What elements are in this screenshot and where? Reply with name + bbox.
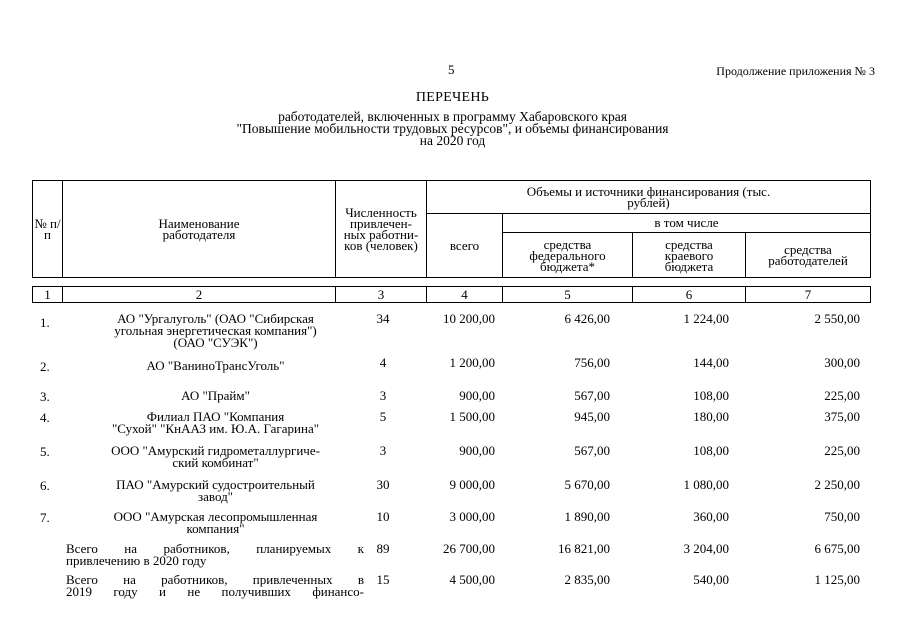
totals-row [32,574,870,604]
table-row [32,357,870,387]
document-subtitle [0,111,905,147]
employer-name-line: (ОАО "СУЭК") [173,335,258,350]
header-including: в том числе [503,214,871,233]
totals-label [66,574,364,598]
subtitle-line: на 2020 год [419,133,486,148]
row-number: 5. [40,444,50,459]
total-amount: 4 500,00 [449,572,495,587]
employer-name [64,360,367,372]
regional-amount: 360,00 [693,509,729,524]
employer-amount: 1 125,00 [814,572,860,587]
employer-amount: 750,00 [824,509,860,524]
employer-amount: 225,00 [824,388,860,403]
employer-amount: 375,00 [824,409,860,424]
header-employers: средства работодателей [746,233,871,278]
subtitle-line: работодателей, включенных в программу Хабаровского края [278,109,627,124]
document-title: ПЕРЕЧЕНЬ [415,90,490,105]
federal-amount: 1 890,00 [564,509,610,524]
row-number: 7. [40,510,50,525]
total-amount: 10 200,00 [443,311,495,326]
regional-amount: 180,00 [693,409,729,424]
row-number: 6. [40,478,50,493]
worker-count: 30 [376,477,390,492]
table-row [32,311,870,350]
employer-name [64,411,367,435]
total-amount: 900,00 [459,388,495,403]
total-amount: 9 000,00 [449,477,495,492]
employer-name-line: завод" [197,489,233,504]
federal-amount: 945,00 [574,409,610,424]
employer-name-line: "Сухой" "КнААЗ им. Ю.А. Гагарина" [111,421,320,436]
row-number: 1. [40,315,50,330]
worker-count: 3 [379,388,387,403]
employer-amount: 2 250,00 [814,477,860,492]
header-num: № п/п [33,181,63,278]
totals-label [66,543,364,567]
regional-amount: 1 224,00 [683,311,729,326]
totals-label-line: привлечению в 2020 году [66,553,207,568]
employer-name-line: ПАО "Амурский судостроительный [116,477,315,492]
header-regional: средства краевого бюджета [633,233,746,278]
header-name: Наименование работодателя [63,181,336,278]
total-amount: 3 000,00 [449,509,495,524]
federal-amount: 16 821,00 [558,541,610,556]
table-row [32,479,870,509]
employer-name [64,479,367,503]
regional-amount: 144,00 [693,355,729,370]
total-amount: 1 500,00 [449,409,495,424]
table-row [32,411,870,441]
federal-amount: 567,00 [574,388,610,403]
employer-name [64,445,367,469]
header-funding: Объемы и источники финансирования (тыс. рублей) [427,181,871,214]
federal-amount: 2 835,00 [564,572,610,587]
employer-name [64,390,367,402]
regional-amount: 1 080,00 [683,477,729,492]
employer-name [64,313,367,349]
employer-name-line: компания" [186,521,245,536]
employer-amount: 225,00 [824,443,860,458]
column-number: 2 [63,287,336,303]
worker-count: 4 [379,355,387,370]
table-row [32,511,870,541]
total-amount: 1 200,00 [449,355,495,370]
header-total: всего [427,214,503,278]
table-row [32,445,870,475]
employer-name-line: АО "Ургалуголь" (ОАО "Сибирская [117,311,314,326]
totals-label-line: Всего на работников, планируемых к [66,541,364,556]
employer-name-line: Филиал ПАО "Компания [146,409,285,424]
totals-label-line: Всего на работников, привлеченных в [66,572,364,587]
employer-amount: 6 675,00 [814,541,860,556]
header-federal: средства федерального бюджета* [503,233,633,278]
federal-amount: 6 426,00 [564,311,610,326]
employer-name-line: АО "Прайм" [181,388,250,403]
column-number: 3 [336,287,427,303]
row-number: 2. [40,359,50,374]
regional-amount: 540,00 [693,572,729,587]
employer-name-line: угольная энергетическая компания") [114,323,317,338]
column-number: 5 [503,287,633,303]
worker-count: 5 [379,409,387,424]
column-number: 1 [33,287,63,303]
employers-table-header [32,180,871,303]
column-number: 4 [427,287,503,303]
total-amount: 26 700,00 [443,541,495,556]
header-count: Численность привлечен- ных работни- ков (человек) [336,181,427,278]
total-amount: 900,00 [459,443,495,458]
federal-amount: 567,00 [574,443,610,458]
federal-amount: 756,00 [574,355,610,370]
employer-name-line: АО "ВаниноТрансУголь" [146,358,285,373]
employer-amount: 300,00 [824,355,860,370]
totals-label-line: 2019 году и не получивших финансо- [66,584,364,599]
employer-amount: 2 550,00 [814,311,860,326]
worker-count: 89 [376,541,390,556]
regional-amount: 108,00 [693,443,729,458]
row-number: 4. [40,410,50,425]
regional-amount: 108,00 [693,388,729,403]
totals-row [32,543,870,573]
employer-name-line: ООО "Амурский гидрометаллургиче- [111,443,320,458]
continuation-note: Продолжение приложения № 3 [716,64,875,78]
employer-name [64,511,367,535]
subtitle-line: "Повышение мобильности трудовых ресурсов", и объемы финансирования [236,121,669,136]
employer-name-line: ООО "Амурская лесопромышленная [113,509,318,524]
worker-count: 10 [376,509,390,524]
regional-amount: 3 204,00 [683,541,729,556]
worker-count: 15 [376,572,390,587]
worker-count: 3 [379,443,387,458]
row-number: 3. [40,389,50,404]
worker-count: 34 [376,311,390,326]
page-number: 5 [448,62,455,77]
column-number: 7 [746,287,871,303]
column-number: 6 [633,287,746,303]
employer-name-line: ский комбинат" [172,455,259,470]
federal-amount: 5 670,00 [564,477,610,492]
